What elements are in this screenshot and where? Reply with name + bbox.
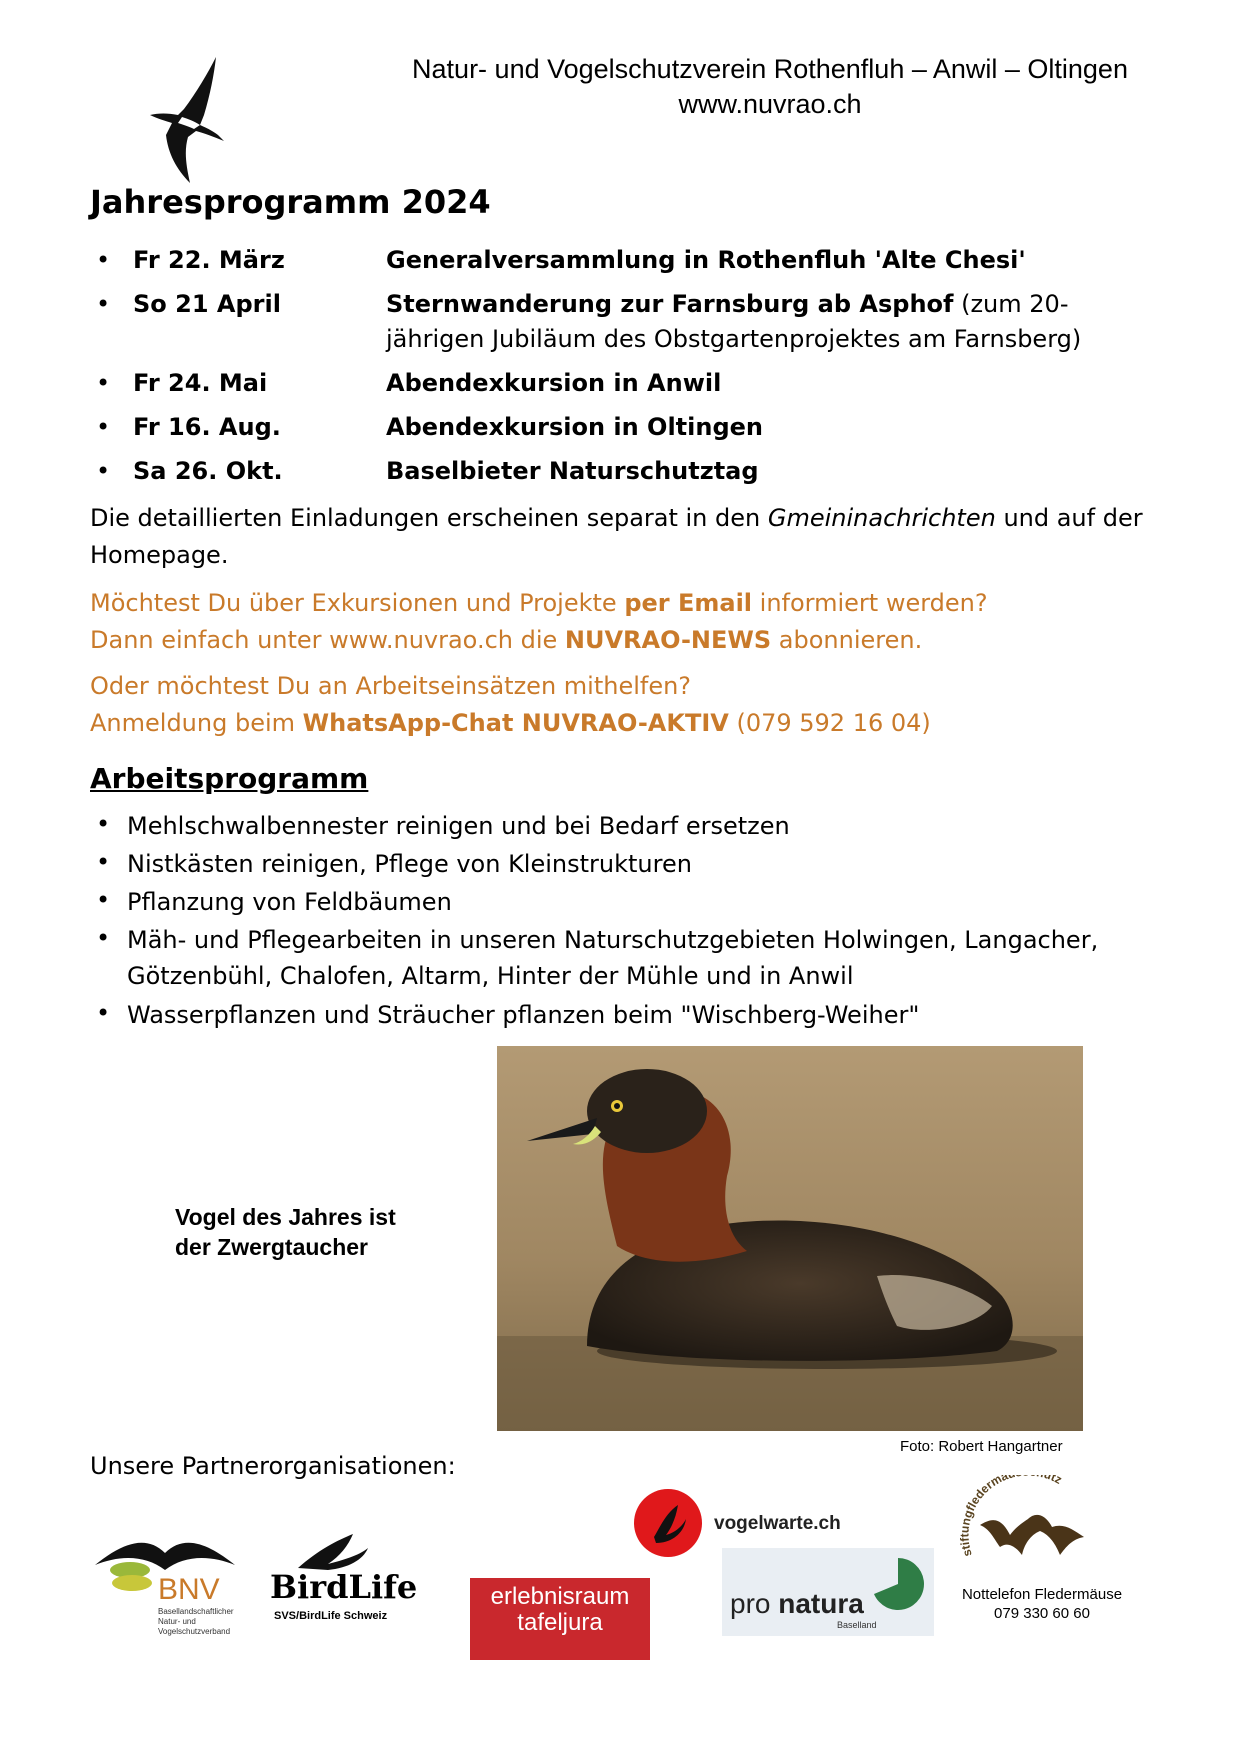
- pronatura-text: pro natura: [730, 1588, 864, 1619]
- bnv-text: BNV: [158, 1573, 220, 1606]
- birdlife-text: BirdLife: [270, 1568, 418, 1606]
- partners-label: Unsere Partnerorganisationen:: [90, 1452, 456, 1480]
- event-desc: Sternwanderung zur Farnsburg ab Asphof (zum 20-jährigen Jubiläum des Obstgartenprojektes am Farnsberg): [386, 290, 1082, 353]
- bullet: •: [96, 457, 111, 485]
- list-item: Mehlschwalbennester reinigen und bei Bedarf ersetzen: [127, 812, 790, 840]
- event-date: Sa 26. Okt.: [133, 457, 283, 485]
- list-item: Pflanzung von Feldbäumen: [127, 888, 452, 916]
- bullet: •: [96, 413, 111, 441]
- erlebnisraum-logo[interactable]: erlebnisraum tafeljura: [470, 1578, 650, 1660]
- bullet: •: [96, 924, 111, 952]
- event-date: Fr 24. Mai: [133, 369, 268, 397]
- bullet: •: [96, 999, 111, 1027]
- bullet: •: [96, 886, 111, 914]
- bird-caption: Vogel des Jahres ist der Zwergtaucher: [175, 1204, 396, 1260]
- pronatura-icon: [868, 1554, 928, 1614]
- event-desc: Abendexkursion in Anwil: [386, 369, 722, 397]
- event-desc: Generalversammlung in Rothenfluh 'Alte Chesi': [386, 246, 1026, 274]
- event-date: So 21 April: [133, 290, 281, 318]
- org-header: [330, 52, 1210, 122]
- work-heading: Arbeitsprogramm: [90, 762, 369, 795]
- photo-credit: Foto: Robert Hangartner: [900, 1438, 1063, 1455]
- birdlife-logo[interactable]: [268, 1530, 418, 1630]
- bat-icon: [960, 1475, 1095, 1585]
- org-website[interactable]: www.nuvrao.ch: [678, 89, 862, 119]
- help-promo: Oder möchtest Du an Arbeitseinsätzen mithelfen? Anmeldung beim WhatsApp-Chat NUVRAO-AKTIV (079 592 16 04): [90, 672, 931, 737]
- event-desc: Baselbieter Naturschutztag: [386, 457, 759, 485]
- birdlife-bird-icon: [268, 1530, 418, 1570]
- vogelwarte-logo[interactable]: vogelwarte.ch: [632, 1487, 872, 1559]
- grebe-photo: [497, 1046, 1083, 1431]
- event-date: Fr 16. Aug.: [133, 413, 281, 441]
- svg-text:stiftungfledermausschutz: s gflederma tz: [960, 1475, 1065, 1559]
- swallow-logo: [138, 55, 233, 185]
- birdlife-subtitle: SVS/BirdLife Schweiz: [274, 1610, 388, 1622]
- pronatura-logo[interactable]: pro natura Baselland: [722, 1548, 934, 1636]
- list-item: Wasserpflanzen und Sträucher pflanzen beim "Wischberg-Weiher": [127, 1001, 920, 1029]
- email-promo: Möchtest Du über Exkursionen und Projekte per Email informiert werden? Dann einfach unter www.nuvrao.ch die NUVRAO-NEWS abonnieren.: [90, 589, 988, 654]
- event-date: Fr 22. März: [133, 246, 285, 274]
- page-title: Jahresprogramm 2024: [90, 183, 491, 221]
- fledermausschutz-logo[interactable]: [960, 1475, 1095, 1585]
- bnv-subtitle: Basellandschaftlicher Natur- und Vogelschutzverband: [158, 1607, 234, 1636]
- vogelwarte-icon: [632, 1487, 704, 1559]
- org-name: Natur- und Vogelschutzverein Rothenfluh – Anwil – Oltingen: [412, 54, 1128, 84]
- bullet: •: [96, 810, 111, 838]
- bnv-logo[interactable]: [90, 1525, 240, 1645]
- list-item: Nistkästen reinigen, Pflege von Kleinstrukturen: [127, 850, 692, 878]
- bullet: •: [96, 246, 111, 274]
- bat-hotline: Nottelefon Fledermäuse 079 330 60 60: [961, 1586, 1123, 1622]
- bullet: •: [96, 290, 111, 318]
- intro-text: Die detaillierten Einladungen erscheinen separat in den Gmeininachrichten und auf der Homepage.: [90, 504, 1143, 569]
- bullet: •: [96, 848, 111, 876]
- list-item: Mäh- und Pflegearbeiten in unseren Naturschutzgebieten Holwingen, Langacher, Götzenbühl, Chalofen, Altarm, Hinter der Mühle und in Anwil: [127, 926, 1099, 990]
- event-desc: Abendexkursion in Oltingen: [386, 413, 764, 441]
- bullet: •: [96, 369, 111, 397]
